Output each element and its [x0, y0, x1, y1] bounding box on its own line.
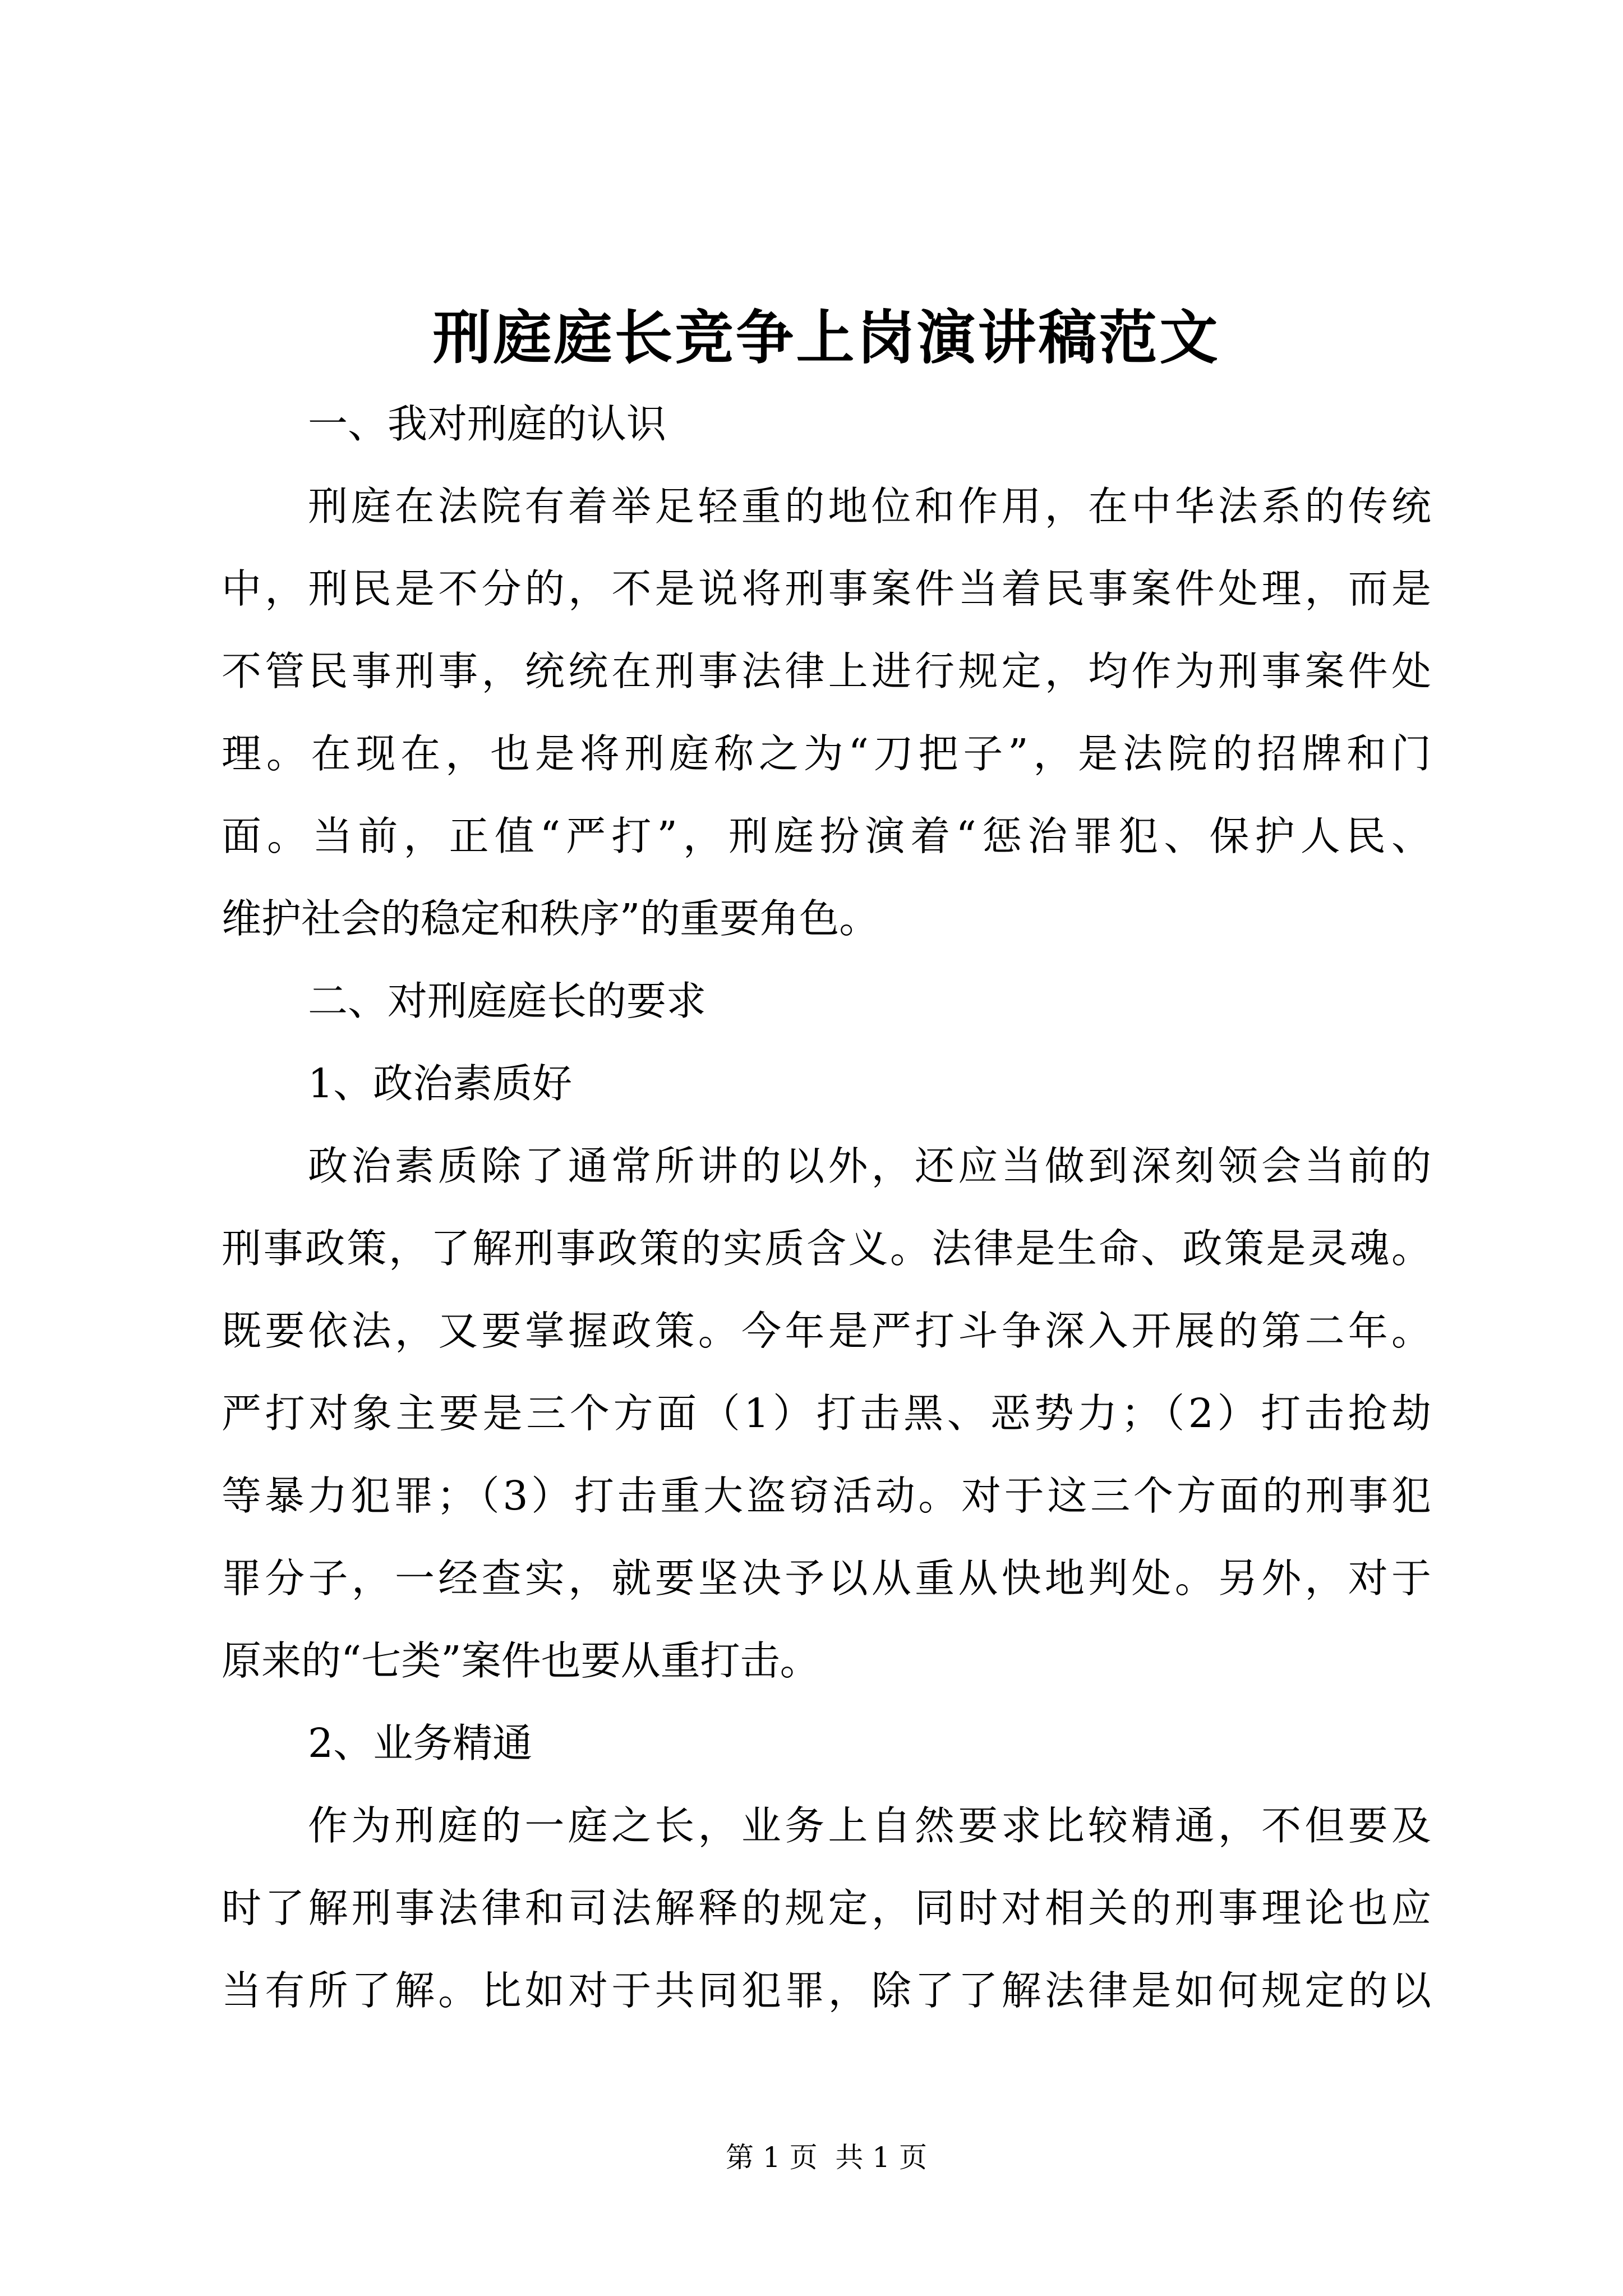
document-page: [222, 293, 1431, 2032]
section-requirements: [222, 960, 1431, 2032]
paragraph-line: 既要依法，又要掌握政策。今年是严打斗争深入开展的第二年。: [222, 1308, 1431, 1354]
paragraph-line: 中，刑民是不分的，不是说将刑事案件当着民事案件处理，而是: [222, 565, 1431, 612]
paragraph-line: 严打对象主要是三个方面（1）打击黑、恶势力；（2）打击抢劫: [222, 1390, 1431, 1437]
document-title: 刑庭庭长竞争上岗演讲稿范文: [432, 303, 1220, 372]
paragraph: [222, 465, 1431, 960]
subsection-political-quality: [222, 1042, 1431, 1702]
page-footer: 第 1 页 共 1 页: [726, 2141, 927, 2174]
subsection-heading: 2、业务精通: [308, 1720, 533, 1766]
subsection-business-proficiency: [222, 1702, 1431, 2032]
subsection-heading: 1、政治素质好: [308, 1060, 573, 1107]
paragraph-line: 罪分子，一经查实，就要坚决予以从重从快地判处。另外，对于: [222, 1555, 1431, 1602]
paragraph-line: 时了解刑事法律和司法解释的规定，同时对相关的刑事理论也应: [222, 1885, 1431, 1931]
paragraph-line: 等暴力犯罪；（3）打击重大盗窃活动。对于这三个方面的刑事犯: [222, 1473, 1431, 1519]
paragraph-line: 刑事政策，了解刑事政策的实质含义。法律是生命、政策是灵魂。: [222, 1225, 1431, 1272]
paragraph-line: 维护社会的稳定和秩序”的重要角色。: [222, 895, 879, 942]
section-understanding: [222, 383, 1431, 960]
paragraph-line: 不管民事刑事，统统在刑事法律上进行规定，均作为刑事案件处: [222, 648, 1431, 694]
paragraph-line: 刑庭在法院有着举足轻重的地位和作用，在中华法系的传统: [308, 483, 1431, 530]
section-heading: 一、我对刑庭的认识: [308, 401, 667, 447]
paragraph-line: 政治素质除了通常所讲的以外，还应当做到深刻领会当前的: [308, 1143, 1431, 1189]
paragraph-line: 面。当前，正值“严打”，刑庭扮演着“惩治罪犯、保护人民、: [222, 813, 1431, 859]
paragraph-line: 原来的“七类”案件也要从重打击。: [222, 1637, 820, 1684]
paragraph-line: 作为刑庭的一庭之长，业务上自然要求比较精通，不但要及: [308, 1802, 1431, 1849]
paragraph-line: 理。在现在，也是将刑庭称之为“刀把子”，是法院的招牌和门: [222, 730, 1431, 777]
section-heading: 二、对刑庭庭长的要求: [308, 978, 707, 1024]
paragraph: [222, 1784, 1431, 2032]
paragraph-line: 当有所了解。比如对于共同犯罪，除了了解法律是如何规定的以: [222, 1967, 1431, 2014]
paragraph: [222, 1125, 1431, 1702]
